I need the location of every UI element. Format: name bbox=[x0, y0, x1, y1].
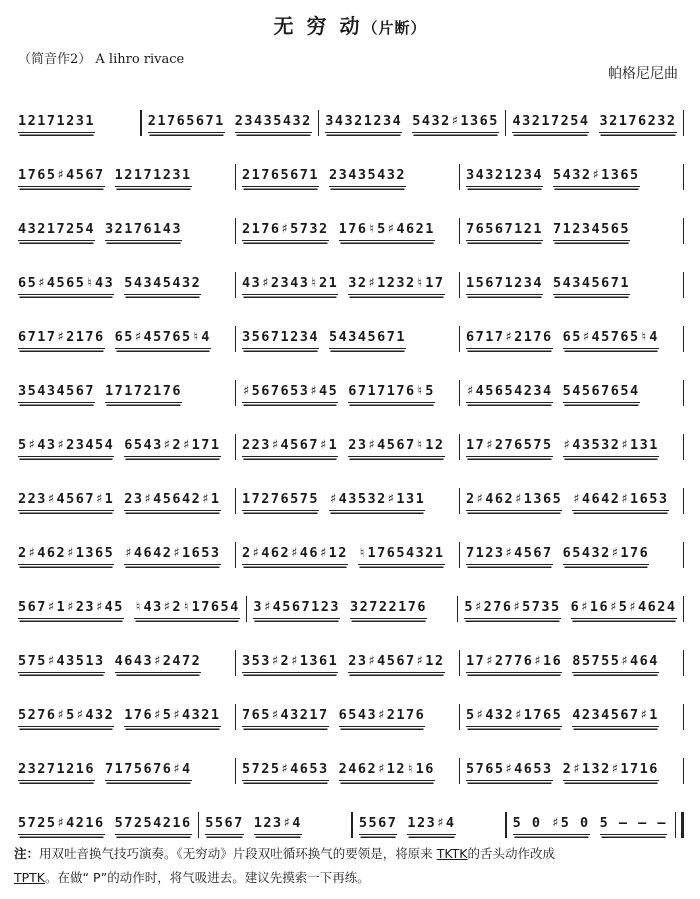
measure bbox=[355, 815, 503, 835]
note-group: 765♯43217 bbox=[242, 707, 329, 727]
barline bbox=[351, 812, 353, 838]
measure bbox=[462, 383, 681, 403]
measure bbox=[462, 167, 681, 187]
note-group: 1765♯4567 bbox=[18, 167, 105, 187]
note-group: 54567654 bbox=[563, 383, 640, 403]
note-group: ♯45654234 bbox=[466, 383, 553, 403]
note-group: 65432♯176 bbox=[563, 545, 650, 565]
note-group: 5♯432♯1765 bbox=[466, 707, 562, 727]
note-group: 7123♯4567 bbox=[466, 545, 553, 565]
note-group: 32722176 bbox=[350, 599, 427, 619]
note-group: ♮17654321 bbox=[358, 545, 445, 565]
note-group: 5567 bbox=[205, 815, 244, 835]
footnote-text-2: 的舌头动作改成 bbox=[467, 846, 555, 861]
barline bbox=[459, 218, 461, 244]
measure bbox=[238, 329, 457, 349]
measure bbox=[238, 707, 457, 727]
note-group: 5765♯4653 bbox=[466, 761, 553, 781]
barline bbox=[235, 704, 237, 730]
note-group: 4643♯2472 bbox=[115, 653, 202, 673]
note-group: 23435432 bbox=[235, 113, 312, 133]
score-row bbox=[14, 744, 686, 798]
barline bbox=[198, 812, 200, 838]
note-group: 6717176♮5 bbox=[348, 383, 435, 403]
note-group: 21765671 bbox=[242, 167, 319, 187]
note-group: 567♯1♯23♯45 bbox=[18, 599, 124, 619]
measure bbox=[238, 437, 457, 457]
measure bbox=[14, 707, 233, 727]
note-group: 12171231 bbox=[115, 167, 192, 187]
barline bbox=[140, 110, 142, 136]
note-group: 17172176 bbox=[105, 383, 182, 403]
measure bbox=[509, 815, 671, 835]
note-group: ♮43♯2♮17654 bbox=[134, 599, 240, 619]
note-group: 85755♯464 bbox=[572, 653, 659, 673]
barline bbox=[683, 704, 685, 730]
note-group: 5276♯5♯432 bbox=[18, 707, 114, 727]
barline bbox=[683, 380, 685, 406]
measure bbox=[14, 545, 233, 565]
note-group: 43♯2343♮21 bbox=[242, 275, 338, 295]
note-group: 5♯43♯23454 bbox=[18, 437, 114, 457]
note-group: 23435432 bbox=[329, 167, 406, 187]
measure bbox=[249, 599, 455, 619]
footnote-text-3: 。在做“ P”的动作时，将气吸进去。建议先摸索一下再练。 bbox=[45, 870, 370, 885]
note-group: 5432♯1365 bbox=[412, 113, 499, 133]
measure bbox=[321, 113, 503, 133]
note-group: 2462♯12♮16 bbox=[339, 761, 435, 781]
measure bbox=[14, 113, 138, 133]
key-tempo-marking: （简音作2） A lihro rivace bbox=[18, 52, 185, 67]
note-group: 43217254 bbox=[512, 113, 589, 133]
barline bbox=[235, 380, 237, 406]
barline bbox=[683, 596, 685, 622]
note-group: 223♯4567♯1 bbox=[18, 491, 114, 511]
note-group: 65♯45765♮4 bbox=[115, 329, 211, 349]
barline bbox=[457, 596, 459, 622]
note-group: 54345671 bbox=[329, 329, 406, 349]
measure bbox=[462, 545, 681, 565]
barline bbox=[683, 542, 685, 568]
barline bbox=[235, 434, 237, 460]
note-group: 17♯2776♯16 bbox=[466, 653, 562, 673]
note-group: 5 — — — bbox=[600, 815, 667, 835]
score-row bbox=[14, 312, 686, 366]
note-group: 17♯276575 bbox=[466, 437, 553, 457]
barline bbox=[683, 326, 685, 352]
score-body bbox=[14, 96, 686, 852]
barline bbox=[235, 650, 237, 676]
title-main: 无 穷 动 bbox=[273, 14, 363, 38]
note-group: 65♯4565♮43 bbox=[18, 275, 114, 295]
note-group: 54345432 bbox=[124, 275, 201, 295]
note-group: 5567 bbox=[359, 815, 398, 835]
barline bbox=[505, 110, 507, 136]
barline bbox=[683, 272, 685, 298]
barline bbox=[235, 488, 237, 514]
note-group: 3♯4567123 bbox=[253, 599, 340, 619]
note-group: 223♯4567♯1 bbox=[242, 437, 338, 457]
note-group: 23♯4567♯12 bbox=[348, 653, 444, 673]
measure bbox=[14, 815, 196, 835]
note-group: 353♯2♯1361 bbox=[242, 653, 338, 673]
measure bbox=[238, 221, 457, 241]
barline bbox=[246, 596, 248, 622]
note-group: 6717♯2176 bbox=[466, 329, 553, 349]
barline bbox=[459, 164, 461, 190]
measure bbox=[508, 113, 680, 133]
note-group: 575♯43513 bbox=[18, 653, 105, 673]
measure bbox=[14, 437, 233, 457]
note-group: 2176♯5732 bbox=[242, 221, 329, 241]
note-group: 23♯4567♮12 bbox=[348, 437, 444, 457]
note-group: 176♮5♯4621 bbox=[339, 221, 435, 241]
final-barline bbox=[675, 812, 684, 838]
note-group: 5♯276♯5735 bbox=[464, 599, 560, 619]
measure bbox=[462, 761, 681, 781]
measure bbox=[14, 329, 233, 349]
measure bbox=[238, 653, 457, 673]
piece-title bbox=[0, 10, 700, 39]
measure bbox=[238, 167, 457, 187]
note-group: 12171231 bbox=[18, 113, 95, 133]
score-row bbox=[14, 258, 686, 312]
measure bbox=[462, 491, 681, 511]
footnote-text-1: 用双吐音换气技巧演奏。《无穷动》片段双吐循环换气的要领是，将原来 bbox=[39, 846, 433, 861]
barline bbox=[683, 434, 685, 460]
barline bbox=[459, 326, 461, 352]
note-group: 6543♯2♯171 bbox=[124, 437, 220, 457]
note-group: 76567121 bbox=[466, 221, 543, 241]
note-group: 2♯462♯1365 bbox=[18, 545, 114, 565]
note-group: 15671234 bbox=[466, 275, 543, 295]
measure bbox=[14, 599, 244, 619]
barline bbox=[683, 758, 685, 784]
barline bbox=[235, 758, 237, 784]
score-row bbox=[14, 690, 686, 744]
note-group: 34321234 bbox=[466, 167, 543, 187]
measure bbox=[201, 815, 349, 835]
measure bbox=[14, 383, 233, 403]
note-group: 123♯4 bbox=[254, 815, 302, 835]
barline bbox=[683, 164, 685, 190]
measure bbox=[144, 113, 316, 133]
measure bbox=[14, 221, 233, 241]
note-group: 35671234 bbox=[242, 329, 319, 349]
barline bbox=[683, 488, 685, 514]
barline bbox=[235, 272, 237, 298]
note-group: 34321234 bbox=[325, 113, 402, 133]
note-group: 32176232 bbox=[599, 113, 676, 133]
measure bbox=[238, 275, 457, 295]
note-group: 43217254 bbox=[18, 221, 95, 241]
note-group: 35434567 bbox=[18, 383, 95, 403]
note-group: 23♯45642♯1 bbox=[124, 491, 220, 511]
barline bbox=[683, 110, 685, 136]
barline bbox=[235, 326, 237, 352]
note-group: 7175676♯4 bbox=[105, 761, 192, 781]
note-group: ♯43532♯131 bbox=[563, 437, 659, 457]
measure bbox=[460, 599, 680, 619]
note-group: ♯567653♯45 bbox=[242, 383, 338, 403]
measure bbox=[462, 221, 681, 241]
note-group: 23271216 bbox=[18, 761, 95, 781]
barline bbox=[459, 434, 461, 460]
measure bbox=[238, 491, 457, 511]
footnote-tptk: TPTK bbox=[14, 870, 46, 885]
note-group: 5432♯1365 bbox=[553, 167, 640, 187]
barline bbox=[235, 542, 237, 568]
measure bbox=[14, 653, 233, 673]
barline bbox=[459, 272, 461, 298]
note-group: 176♯5♯4321 bbox=[124, 707, 220, 727]
note-group: 2♯462♯46♯12 bbox=[242, 545, 348, 565]
composer-credit: 帕格尼尼曲 bbox=[608, 66, 678, 82]
barline bbox=[683, 218, 685, 244]
note-group: ♯43532♯131 bbox=[329, 491, 425, 511]
note-group: 5725♯4653 bbox=[242, 761, 329, 781]
measure bbox=[238, 383, 457, 403]
note-group: 17276575 bbox=[242, 491, 319, 511]
barline bbox=[459, 650, 461, 676]
footnote-tktk: TKTK bbox=[436, 846, 468, 861]
measure bbox=[14, 761, 233, 781]
note-group: 2♯462♯1365 bbox=[466, 491, 562, 511]
score-row bbox=[14, 582, 686, 636]
footnote-label: 注： bbox=[14, 846, 40, 861]
barline bbox=[235, 218, 237, 244]
barline bbox=[318, 110, 320, 136]
score-row bbox=[14, 204, 686, 258]
score-row bbox=[14, 96, 686, 150]
note-group: 123♯4 bbox=[407, 815, 455, 835]
barline bbox=[459, 704, 461, 730]
note-group: 2♯132♯1716 bbox=[563, 761, 659, 781]
note-group: 6♯16♯5♯4624 bbox=[571, 599, 677, 619]
note-group: ♯4642♯1653 bbox=[572, 491, 668, 511]
title-subtitle: （片断） bbox=[362, 19, 427, 37]
score-row bbox=[14, 366, 686, 420]
measure bbox=[462, 275, 681, 295]
note-group: 71234565 bbox=[553, 221, 630, 241]
note-group: ♯4642♯1653 bbox=[124, 545, 220, 565]
note-group: 65♯45765♮4 bbox=[563, 329, 659, 349]
note-group: 4234567♯1 bbox=[572, 707, 659, 727]
note-group: 5 0 ♯5 0 bbox=[513, 815, 590, 835]
measure bbox=[238, 545, 457, 565]
footnote bbox=[14, 842, 684, 890]
barline bbox=[235, 164, 237, 190]
note-group: 21765671 bbox=[148, 113, 225, 133]
measure bbox=[462, 437, 681, 457]
barline bbox=[459, 488, 461, 514]
score-row bbox=[14, 528, 686, 582]
barline bbox=[683, 650, 685, 676]
measure bbox=[14, 275, 233, 295]
measure bbox=[462, 707, 681, 727]
note-group: 32176143 bbox=[105, 221, 182, 241]
measure bbox=[462, 653, 681, 673]
barline bbox=[459, 542, 461, 568]
barline bbox=[459, 758, 461, 784]
score-row bbox=[14, 420, 686, 474]
note-group: 54345671 bbox=[553, 275, 630, 295]
measure bbox=[462, 329, 681, 349]
barline bbox=[459, 380, 461, 406]
note-group: 5725♯4216 bbox=[18, 815, 105, 835]
barline bbox=[505, 812, 507, 838]
note-group: 6543♯2176 bbox=[339, 707, 426, 727]
measure bbox=[14, 167, 233, 187]
score-row bbox=[14, 474, 686, 528]
score-row bbox=[14, 636, 686, 690]
measure bbox=[14, 491, 233, 511]
note-group: 32♯1232♮17 bbox=[348, 275, 444, 295]
note-group: 57254216 bbox=[115, 815, 192, 835]
measure bbox=[238, 761, 457, 781]
note-group: 6717♯2176 bbox=[18, 329, 105, 349]
score-row bbox=[14, 150, 686, 204]
